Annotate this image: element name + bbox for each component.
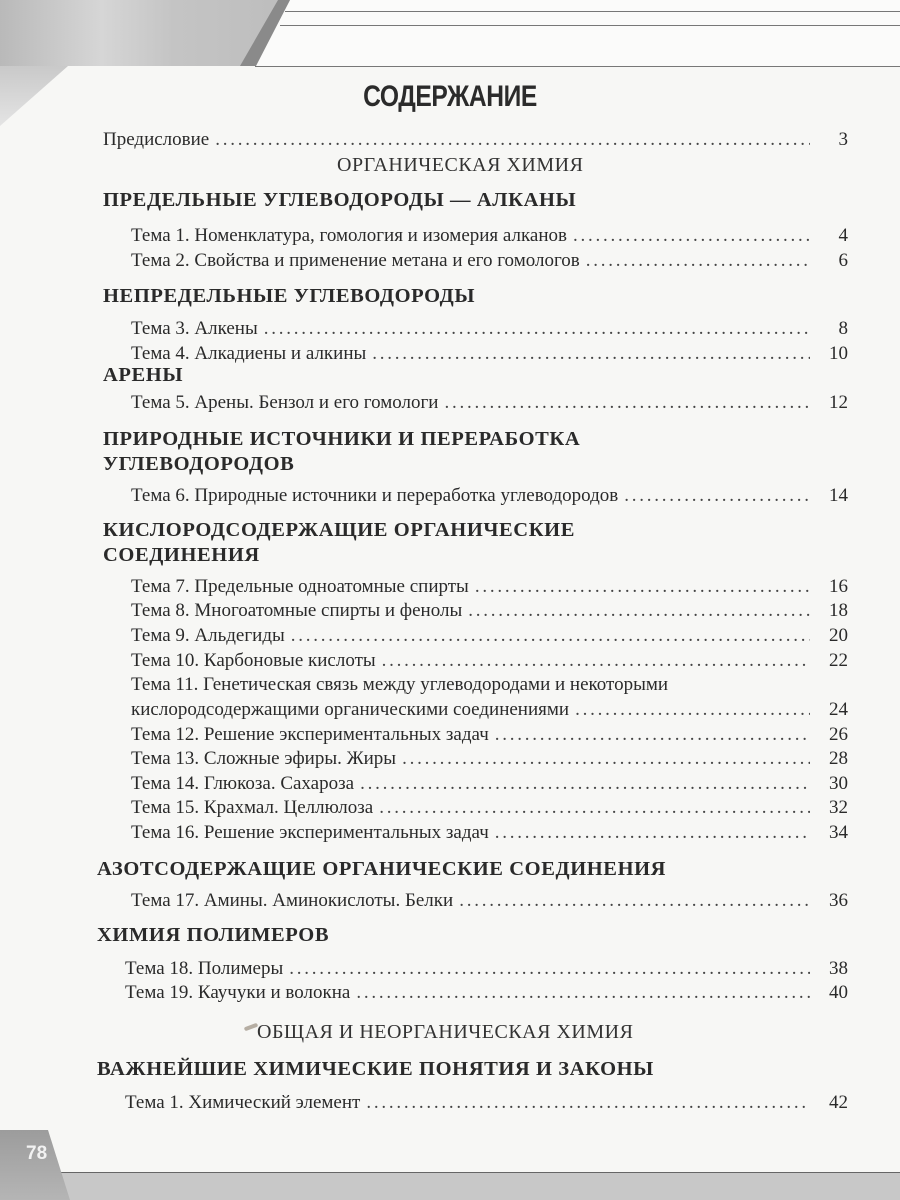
toc-entry-label: Тема 10. Карбоновые кислоты — [131, 650, 376, 671]
toc-page-number: 16 — [829, 576, 848, 597]
toc-page-number: 6 — [838, 250, 848, 271]
toc-page-number: 14 — [829, 485, 848, 506]
toc-entry[interactable] — [131, 343, 848, 365]
leader-dots — [444, 392, 810, 414]
toc-entry-label: Тема 9. Альдегиды — [131, 625, 285, 646]
leader-dots — [575, 699, 810, 721]
toc-entry-label: Тема 18. Полимеры — [125, 958, 284, 979]
leader-dots — [468, 600, 810, 622]
toc-entry[interactable] — [131, 724, 848, 746]
footer-rule — [60, 1172, 900, 1173]
toc-entry[interactable] — [131, 699, 848, 721]
leader-dots — [475, 576, 810, 598]
toc-page-number: 8 — [838, 318, 848, 339]
section-heading: ХИМИЯ ПОЛИМЕРОВ — [97, 924, 330, 946]
toc-entry-label: Тема 17. Амины. Аминокислоты. Белки — [131, 890, 454, 911]
section-heading: АЗОТСОДЕРЖАЩИЕ ОРГАНИЧЕСКИЕ СОЕДИНЕНИЯ — [97, 858, 667, 880]
section-heading: НЕПРЕДЕЛЬНЫЕ УГЛЕВОДОРОДЫ — [103, 285, 476, 307]
toc-page-number: 3 — [838, 129, 848, 150]
toc-entry[interactable] — [125, 1092, 848, 1114]
toc-page-number: 42 — [829, 1092, 848, 1113]
toc-page-number: 26 — [829, 724, 848, 745]
toc-entry-label: Тема 1. Номенклатура, гомология и изомерия алканов — [131, 225, 568, 246]
leader-dots — [360, 773, 810, 795]
page-title: СОДЕРЖАНИЕ — [363, 80, 537, 113]
toc-entry-label: Тема 13. Сложные эфиры. Жиры — [131, 748, 397, 769]
toc-entry-preface[interactable] — [103, 129, 848, 151]
toc-page-number: 30 — [829, 773, 848, 794]
toc-entry-label: Тема 4. Алкадиены и алкины — [131, 343, 367, 364]
toc-entry-label: Тема 15. Крахмал. Целлюлоза — [131, 797, 374, 818]
toc-entry[interactable] — [131, 392, 848, 414]
left-wedge — [0, 66, 70, 126]
leader-dots — [372, 343, 810, 365]
toc-entry-label: Тема 2. Свойства и применение метана и его гомологов — [131, 250, 580, 271]
leader-dots — [624, 485, 810, 507]
toc-page-number: 4 — [838, 225, 848, 246]
toc-entry[interactable] — [131, 225, 848, 247]
toc-page-number: 36 — [829, 890, 848, 911]
toc-entry-label: Тема 8. Многоатомные спирты и фенолы — [131, 600, 463, 621]
toc-entry-label: Тема 6. Природные источники и переработка углеводородов — [131, 485, 619, 506]
section-heading-line2: УГЛЕВОДОРОДОВ — [103, 453, 295, 475]
toc-entry[interactable] — [131, 576, 848, 598]
toc-entry[interactable] — [131, 773, 848, 795]
toc-page-number: 22 — [829, 650, 848, 671]
leader-dots — [366, 1092, 810, 1114]
toc-page-number: 18 — [829, 600, 848, 621]
toc-entry-label-line1[interactable]: Тема 11. Генетическая связь между углеводородами и некоторыми — [131, 674, 669, 695]
part-heading: ОРГАНИЧЕСКАЯ ХИМИЯ — [337, 154, 584, 176]
toc-entry-label: Тема 5. Арены. Бензол и его гомологи — [131, 392, 439, 413]
leader-dots — [215, 129, 810, 151]
header-rule — [255, 66, 900, 67]
leader-dots — [459, 890, 810, 912]
toc-entry[interactable] — [131, 600, 848, 622]
toc-entry-label: Тема 7. Предельные одноатомные спирты — [131, 576, 469, 597]
page-number: 78 — [26, 1143, 48, 1164]
toc-entry-label: Тема 16. Решение экспериментальных задач — [131, 822, 489, 843]
toc-entry-label: Тема 1. Химический элемент — [125, 1092, 361, 1113]
toc-entry[interactable] — [131, 650, 848, 672]
toc-entry[interactable] — [125, 958, 848, 980]
toc-page-number: 38 — [829, 958, 848, 979]
toc-page-number: 32 — [829, 797, 848, 818]
section-heading: ПРИРОДНЫЕ ИСТОЧНИКИ И ПЕРЕРАБОТКА — [103, 428, 581, 450]
leader-dots — [586, 250, 810, 272]
leader-dots — [495, 724, 810, 746]
section-heading-line2: СОЕДИНЕНИЯ — [103, 544, 260, 566]
toc-entry-label: Тема 14. Глюкоза. Сахароза — [131, 773, 355, 794]
toc-page-number: 24 — [829, 699, 848, 720]
toc-entry[interactable] — [131, 822, 848, 844]
leader-dots — [495, 822, 810, 844]
leader-dots — [289, 958, 810, 980]
header-rule — [285, 11, 900, 12]
toc-entry[interactable] — [131, 318, 848, 340]
toc-entry[interactable] — [131, 748, 848, 770]
toc-entry[interactable] — [131, 250, 848, 272]
leader-dots — [382, 650, 810, 672]
leader-dots — [573, 225, 810, 247]
leader-dots — [291, 625, 810, 647]
toc-entry-label: Предисловие — [103, 129, 210, 150]
leader-dots — [356, 982, 810, 1004]
toc-entry[interactable] — [131, 797, 848, 819]
toc-page-number: 28 — [829, 748, 848, 769]
toc-page-number: 10 — [829, 343, 848, 364]
toc-entry-label: Тема 19. Каучуки и волокна — [125, 982, 351, 1003]
toc-entry-label: кислородсодержащими органическими соединениями — [131, 699, 570, 720]
toc-page-number: 12 — [829, 392, 848, 413]
toc-entry[interactable] — [131, 890, 848, 912]
toc-entry[interactable] — [131, 625, 848, 647]
page-number-tab — [0, 1130, 70, 1200]
leader-dots — [264, 318, 810, 340]
part-heading: ОБЩАЯ И НЕОРГАНИЧЕСКАЯ ХИМИЯ — [257, 1021, 634, 1043]
toc-page-number: 40 — [829, 982, 848, 1003]
leader-dots — [402, 748, 810, 770]
toc-entry[interactable] — [125, 982, 848, 1004]
toc-entry-label: Тема 3. Алкены — [131, 318, 258, 339]
header-rule — [280, 25, 900, 26]
toc-entry-label: Тема 12. Решение экспериментальных задач — [131, 724, 489, 745]
footer-band — [0, 1172, 900, 1200]
toc-entry[interactable] — [131, 485, 848, 507]
section-heading: ВАЖНЕЙШИЕ ХИМИЧЕСКИЕ ПОНЯТИЯ И ЗАКОНЫ — [97, 1058, 654, 1080]
section-heading: АРЕНЫ — [103, 364, 184, 386]
toc-page-number: 34 — [829, 822, 848, 843]
leader-dots — [379, 797, 810, 819]
section-heading: КИСЛОРОДСОДЕРЖАЩИЕ ОРГАНИЧЕСКИЕ — [103, 519, 575, 541]
section-heading: ПРЕДЕЛЬНЫЕ УГЛЕВОДОРОДЫ — АЛКАНЫ — [103, 189, 577, 211]
toc-page-number: 20 — [829, 625, 848, 646]
